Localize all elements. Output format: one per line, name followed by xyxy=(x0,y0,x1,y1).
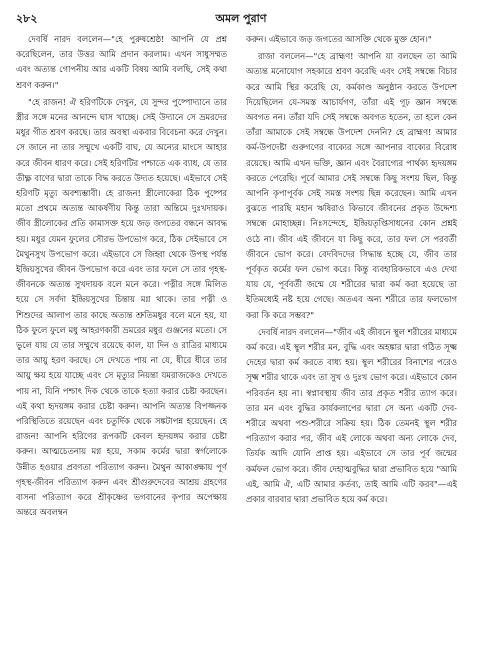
right-column xyxy=(246,32,457,638)
paragraph: রাজা বললেন—"হে ব্রাহ্মণ! আপনি যা বলছেন তা আমি অত্যন্ত মনোযোগ সহকারে শ্রবণ করেছি এবং সেই সম্বন্ধে বিচার করে আমি স্থির করেছি যে, কর্মকাণ্ড অনুষ্ঠান করতে উপদেশ দিয়েছিলেন যে-সমস্ত আচার্যগণ, তাঁরা এই গূঢ় জ্ঞান সম্বন্ধে অবগত নন। তাঁরা যদি সেই সম্বন্ধে অবগত হতেন, তা হলে কেন তাঁরা আমাকে সেই সম্বন্ধে উপদেশ দেননি? হে ব্রাহ্মণ! আমার কর্ম-উপদেষ্টা গুরুগণের বাক্যের সঙ্গে আপনার বাক্যের বিরোধ রয়েছে। আমি এখন ভক্তি, জ্ঞান এবং বৈরাগ্যের পার্থক্য হৃদয়ঙ্গম করতে পেরেছি। পূর্বে আমার সেই সম্বন্ধে কিছু সংশয় ছিল, কিন্তু আপনি কৃপাপূর্বক সেই সমস্ত সংশয় ছিন্ন করেছেন। আমি এখন বুঝতে পারছি মহান ঋষিরাও কিভাবে জীবনের প্রকৃত উদ্দেশ্য সম্বন্ধে মোহাচ্ছন্ন। নিঃসন্দেহে, ইন্দ্রিয়তৃপ্তিসাধনের কোন প্রশ্নই ওঠে না। জীব এই জীবনে যা কিছু করে, তার ফল সে পরবর্তী জীবনে ভোগ করে। বেদবিদদের সিদ্ধান্ত হচ্ছে যে, জীব তার পূর্বকৃত কর্মের ফল ভোগ করে। কিন্তু ব্যবহারিকভাবে এও দেখা যায় যে, পূর্ববর্তী জন্মে যে শরীরের দ্বারা কর্ম করা হয়েছে তা ইতিমধ্যেই নষ্ট হয়ে গেছে। অতএব অন্য শরীরে তার ফলভোগ করা কি করে সম্ভব?" xyxy=(246,51,457,320)
left-column xyxy=(16,32,227,638)
paragraph: দেবর্ষি নারদ বললেন—"হে পুরুষশ্রেষ্ঠ! আপনি যে প্রশ্ন করেছিলেন, তার উত্তর আমি প্রদান করলাম। এখন সাধুসম্মত এবং অত্যন্ত গোপনীয় আর একটি বিষয় আমি বলছি, সেই কথা শ্রবণ করুন।" xyxy=(16,34,227,90)
paragraph-continued: করুন। এইভাবে জড় জগতের আসক্তি থেকে মুক্ত হোন।" xyxy=(246,34,432,44)
running-title: অমল পুরাণ xyxy=(215,12,267,25)
page-header xyxy=(0,0,482,30)
paragraph: "হে রাজন! ঐ হরিণটিকে দেখুন, যে সুন্দর পুষ্পোদ্যানে তার স্ত্রীর সঙ্গে মনের আনন্দে ঘাস খাচ্ছে। সেই উদ্যানে সে ভ্রমরদের মধুর গীত শ্রবণ করছে। তার অবস্থা একবার বিবেচনা করে দেখুন। সে জানে না তার সম্মুখে একটি বাঘ, যে অন্যের মাংসে আহার করে জীবন ধারণ করে। সেই হরিণটির পশ্চাতে এক ব্যাধ, যে তার তীক্ষ্ণ বাণের দ্বারা তাকে বিদ্ধ করতে উদ্যত হয়েছে। এইভাবে সেই হরিণটি মৃত্যু অবশ্যম্ভাবী। হে রাজন! স্ত্রীলোকেরা ঠিক পুষ্পের মতো প্রথমে অত্যন্ত আকর্ষণীয় কিন্তু তারা অন্তিমে দুঃখদায়ক। জীব স্ত্রীলোকের প্রতি কামাসক্ত হয়ে জড় জগতের বন্ধনে আবদ্ধ হয়। মধুর যেমন ফুলের সৌরভ উপভোগ করে, ঠিক সেইভাবে সে মৈথুনসুখ উপভোগ করে। এইভাবে সে জিহ্বা থেকে উপস্থ পর্যন্ত ইন্দ্রিয়সুখের জীবন উপভোগ করে এবং তার ফলে সে তার গৃহস্থ-জীবনকে অত্যন্ত সুখদায়ক বলে মনে করে। পত্নীর সঙ্গে মিলিত হয়ে সে সর্বদা ইন্দ্রিয়সুখের চিন্তায় মগ্ন থাকে। তার পত্নী ও শিশুদের আলাপ তার কাছে অত্যন্ত শ্রুতিমধুর বলে মনে হয়, যা ঠিক ফুলে ফুলে মধু আহরণকারী ভ্রমরের মধুর গুঞ্জনের মতো। সে ভুলে যায় যে তার সম্মুখে রয়েছে কাল, যা দিন ও রাত্রির মাধ্যমে তার আয়ু হরণ করছে। সে দেখতে পায় না যে, ধীরে ধীরে তার আয়ু ক্ষয় হয়ে যাচ্ছে এবং সে মৃত্যুর নিয়ন্তা যমরাজকেও দেখতে পায় না, যিনি পশ্চাৎ দিক থেকে তাকে হত্যা করার চেষ্টা করছেন। এই কথা হৃদয়ঙ্গম করার চেষ্টা করুন। আপনি অত্যন্ত বিপজ্জনক পরিস্থিতিতে রয়েছেন এবং চতুর্দিক থেকে সঙ্কটাপন্ন হয়েছেন। হে রাজন! আপনি হরিণের রূপকটি কেবল হৃদয়ঙ্গম করার চেষ্টা করুন। আত্মচেতনায় মগ্ন হয়ে, সকাম কর্মের দ্বারা স্বর্গলোকে উন্নীত হওয়ার প্রবণতা পরিত্যাগ করুন। মৈথুন আকাঙ্ক্ষায় পূর্ণ গৃহস্থ-জীবন পরিত্যাগ করুন এবং শ্রীগুরুদেবের আশ্রয় গ্রহণের বাসনা পরিত্যাগ করে শ্রীকৃষ্ণের ভগবানের কৃপার অপেক্ষায় অন্তরে অবলম্বন xyxy=(16,96,227,518)
page-number: ২৮২ xyxy=(16,12,38,25)
paragraph: দেবর্ষি নারদ বললেন—"জীব এই জীবনে স্থূল শরীরের মাধ্যমে কর্ম করে। এই স্থূল শরীর মন, বুদ্ধি এবং অহঙ্কার দ্বারা গঠিত সূক্ষ্ম দেহের দ্বারা কর্ম করতে বাধ্য হয়। স্থূল শরীরের বিনাশের পরেও সূক্ষ্ম শরীর থাকে এবং তা সুখ ও দুঃখ ভোগ করে। এইভাবে কোন পরিবর্তন হয় না। স্বপ্নাবস্থায় জীব তার প্রকৃত শরীর ত্যাগ করে। তার মন এবং বুদ্ধির কার্যকলাপের দ্বারা সে অন্য একটি দেব-শরীরে অথবা পশু-শরীরে সক্রিয় হয়। ঠিক তেমনই স্থূল শরীর পরিত্যাগ করার পর, জীব এই লোকে অথবা অন্য লোকে দেব, তির্যক আদি যোনি প্রাপ্ত হয়। এইভাবে সে তার পূর্ব জন্মের কর্মফল ভোগ করে। জীব দেহাত্মবুদ্ধির দ্বারা প্রভাবিত হয়ে "আমি এই, আমি ঐ, এটি আমার কর্তব্য, তাই আমি এটি করব"—এই প্রকার বারবার দ্বারা প্রভাবিত হয়ে কর্ম করে। xyxy=(246,326,457,505)
